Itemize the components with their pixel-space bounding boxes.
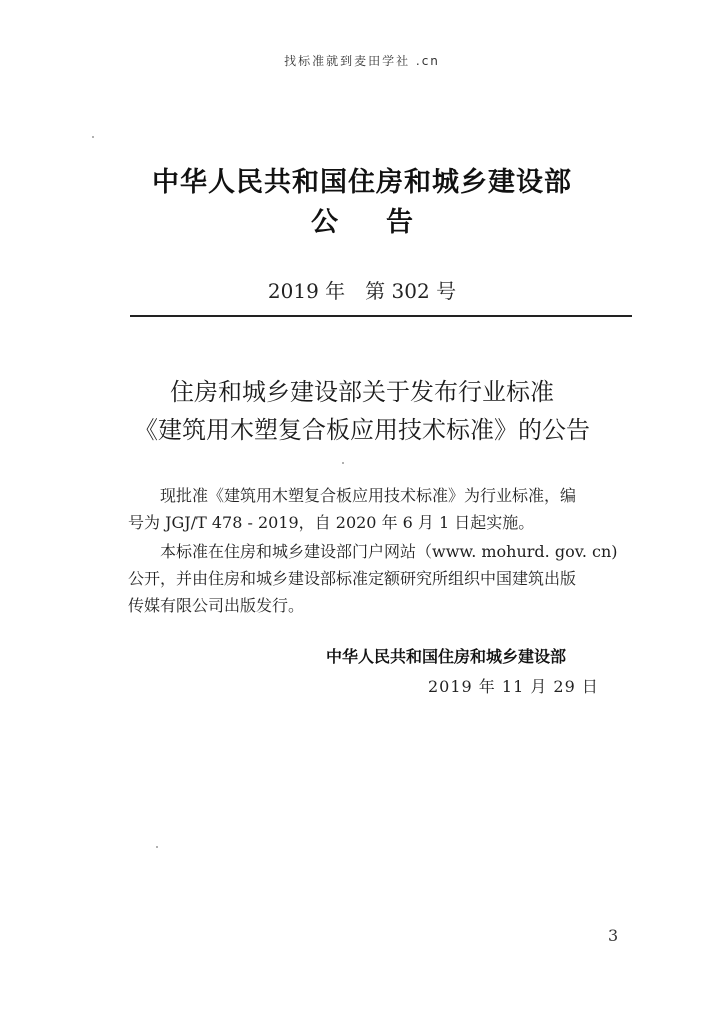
body-paragraph-2-line-2: 公开，并由住房和城乡建设部标准定额研究所组织中国建筑出版 bbox=[128, 569, 577, 588]
page-number: 3 bbox=[608, 926, 619, 945]
scan-speck bbox=[156, 846, 158, 848]
body-paragraph-2-line-3: 传媒有限公司出版发行。 bbox=[128, 596, 305, 615]
issuing-ministry: 中华人民共和国住房和城乡建设部 bbox=[152, 167, 572, 198]
scan-speck bbox=[342, 462, 344, 464]
scan-speck bbox=[92, 136, 94, 138]
document-title-line-1: 住房和城乡建设部关于发布行业标准 bbox=[170, 378, 554, 406]
body-paragraph-2 bbox=[128, 538, 638, 619]
document-title-line-2: 《建筑用木塑复合板应用技术标准》的公告 bbox=[134, 416, 590, 444]
signer-name: 中华人民共和国住房和城乡建设部 bbox=[326, 647, 567, 666]
notice-heading: 公告 bbox=[311, 207, 461, 238]
watermark-text: 找标准就到麦田学社 .cn bbox=[284, 54, 440, 68]
body-paragraph-1 bbox=[128, 482, 638, 536]
notice-number: 2019 年 第 302 号 bbox=[267, 279, 457, 303]
signature-date: 2019 年 11 月 29 日 bbox=[428, 677, 599, 696]
header-divider bbox=[130, 315, 632, 317]
body-paragraph-1-line-1: 现批准《建筑用木塑复合板应用技术标准》为行业标准，编 bbox=[160, 486, 577, 505]
body-paragraph-1-line-2: 号为 JGJ/T 478 - 2019，自 2020 年 6 月 1 日起实施。 bbox=[128, 513, 535, 532]
body-paragraph-2-line-1: 本标准在住房和城乡建设部门户网站（www. mohurd. gov. cn) bbox=[160, 542, 618, 561]
